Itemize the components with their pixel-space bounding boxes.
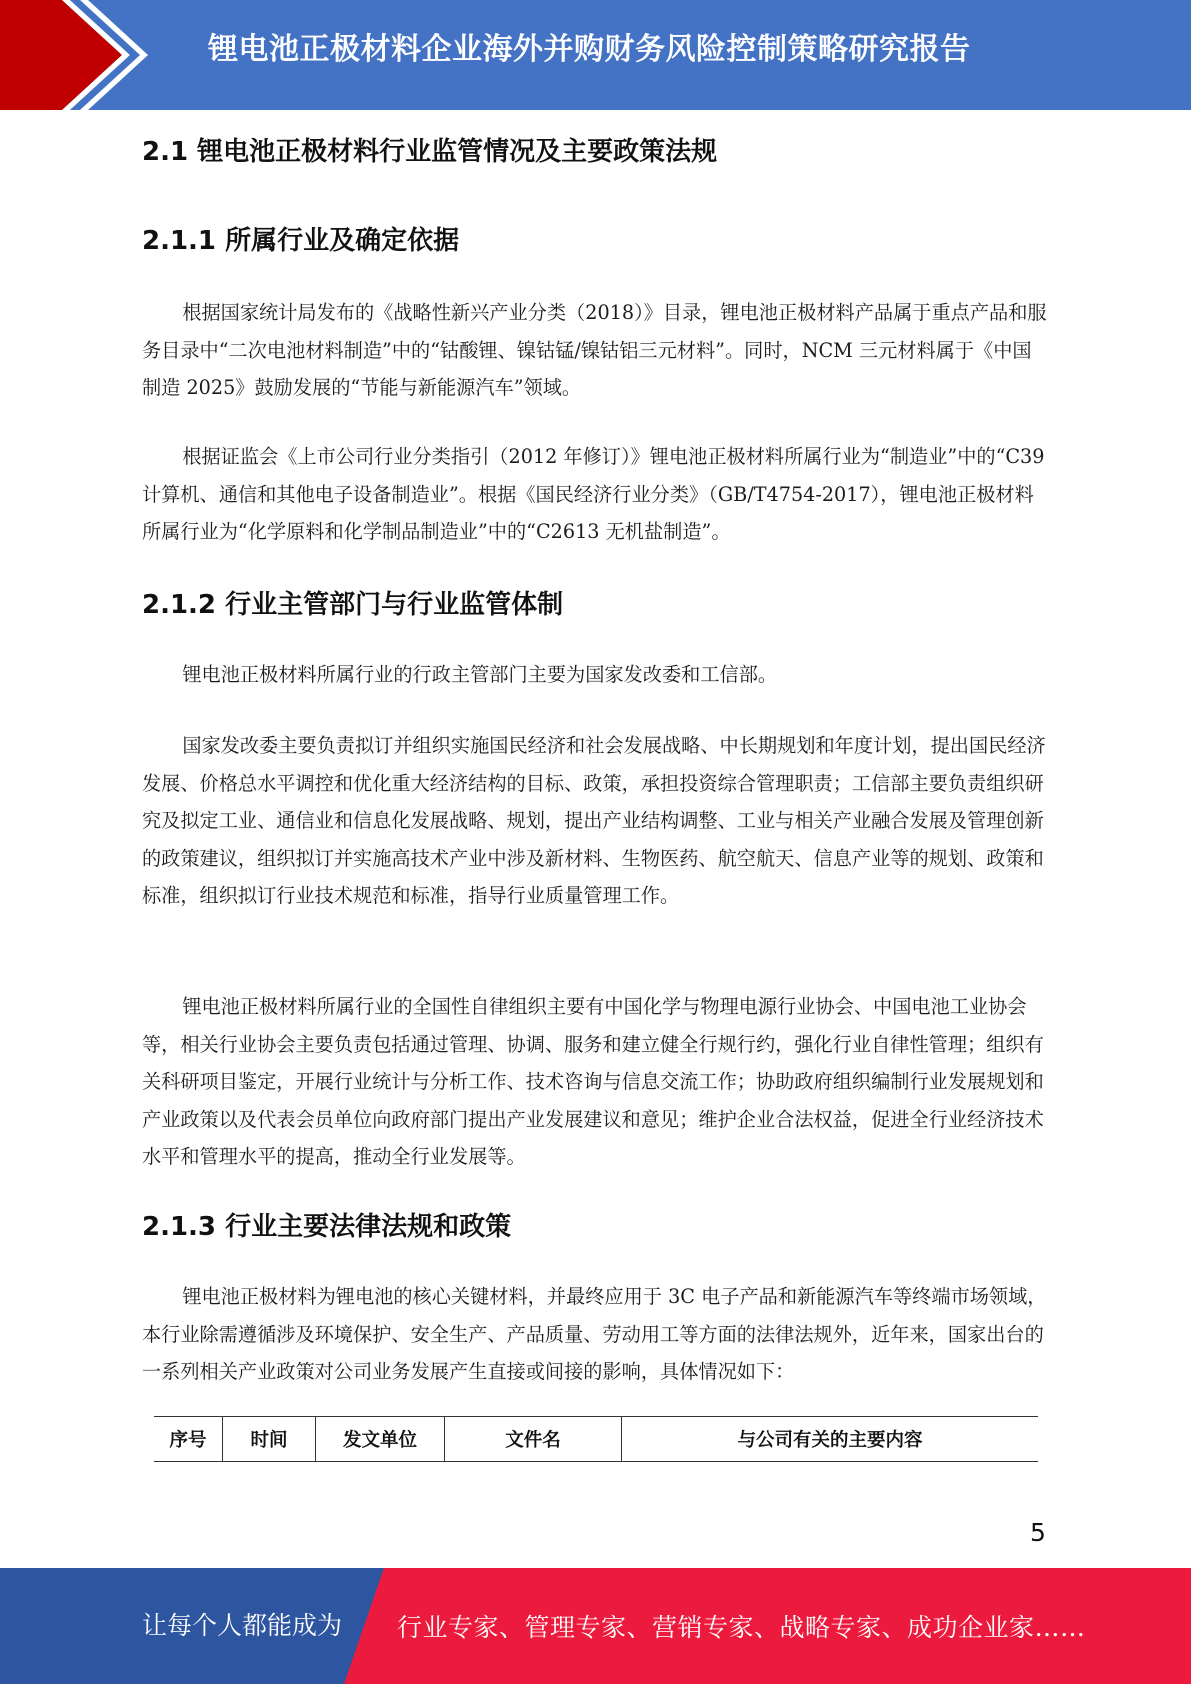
footer-slogan-right: 行业专家、管理专家、营销专家、战略专家、成功企业家…… xyxy=(397,1613,1086,1642)
table-header-row xyxy=(154,1417,1038,1462)
page-footer xyxy=(0,1568,1191,1684)
paragraph: 根据证监会《上市公司行业分类指引（2012 年修订）》锂电池正极材料所属行业为“制造业”中的“C39 计算机、通信和其他电子设备制造业”。根据《国民经济行业分类》（GB/T4754-2017），锂电池正极材料所属行业为“化学原料和化学制品制造业”中的“C2613 无机盐制造”。 xyxy=(142,445,1045,543)
subsection-heading-2-1-1: 2.1.1 所属行业及确定依据 xyxy=(142,226,460,256)
paragraph: 国家发改委主要负责拟订并组织实施国民经济和社会发展战略、中长期规划和年度计划，提出国民经济发展、价格总水平调控和优化重大经济结构的目标、政策，承担投资综合管理职责；工信部主要负责组织研究及拟定工业、通信业和信息化发展战略、规划，提出产业结构调整、工业与相关产业融合发展及管理创新的政策建议，组织拟订并实施高技术产业中涉及新材料、生物医药、航空航天、信息产业等的规划、政策和标准，组织拟订行业技术规范和标准，指导行业质量管理工作。 xyxy=(142,734,1046,907)
subsection-heading-2-1-2: 2.1.2 行业主管部门与行业监管体制 xyxy=(142,590,564,620)
page-header xyxy=(0,0,1191,110)
column-header-time: 时间 xyxy=(223,1417,316,1462)
paragraph: 锂电池正极材料所属行业的行政主管部门主要为国家发改委和工信部。 xyxy=(182,663,778,686)
column-header-index: 序号 xyxy=(154,1417,223,1462)
column-header-content: 与公司有关的主要内容 xyxy=(622,1417,1039,1462)
paragraph: 根据国家统计局发布的《战略性新兴产业分类（2018）》目录，锂电池正极材料产品属于重点产品和服务目录中“二次电池材料制造”中的“钴酸锂、镍钴锰/镍钴铝三元材料”。同时，NCM 三元材料属于《中国制造 2025》鼓励发展的“节能与新能源汽车”领域。 xyxy=(142,301,1047,399)
column-header-issuer: 发文单位 xyxy=(316,1417,445,1462)
policy-table xyxy=(154,1416,1038,1462)
paragraph: 锂电池正极材料为锂电池的核心关键材料，并最终应用于 3C 电子产品和新能源汽车等终端市场领域，本行业除需遵循涉及环境保护、安全生产、产品质量、劳动用工等方面的法律法规外，近年来，国家出台的一系列相关产业政策对公司业务发展产生直接或间接的影响，具体情况如下： xyxy=(142,1285,1047,1383)
header-arrow-decoration xyxy=(0,0,160,110)
page-number: 5 xyxy=(1030,1518,1046,1547)
section-heading: 2.1 锂电池正极材料行业监管情况及主要政策法规 xyxy=(142,137,718,167)
footer-slogan-left: 让每个人都能成为 xyxy=(142,1611,343,1640)
report-title: 锂电池正极材料企业海外并购财务风险控制策略研究报告 xyxy=(208,32,971,67)
subsection-heading-2-1-3: 2.1.3 行业主要法律法规和政策 xyxy=(142,1212,512,1242)
column-header-document: 文件名 xyxy=(445,1417,622,1462)
paragraph: 锂电池正极材料所属行业的全国性自律组织主要有中国化学与物理电源行业协会、中国电池工业协会等，相关行业协会主要负责包括通过管理、协调、服务和建立健全行规行约，强化行业自律性管理；组织有关科研项目鉴定，开展行业统计与分析工作、技术咨询与信息交流工作；协助政府组织编制行业发展规划和产业政策以及代表会员单位向政府部门提出产业发展建议和意见；维护企业合法权益，促进全行业经济技术水平和管理水平的提高，推动全行业发展等。 xyxy=(142,995,1044,1168)
